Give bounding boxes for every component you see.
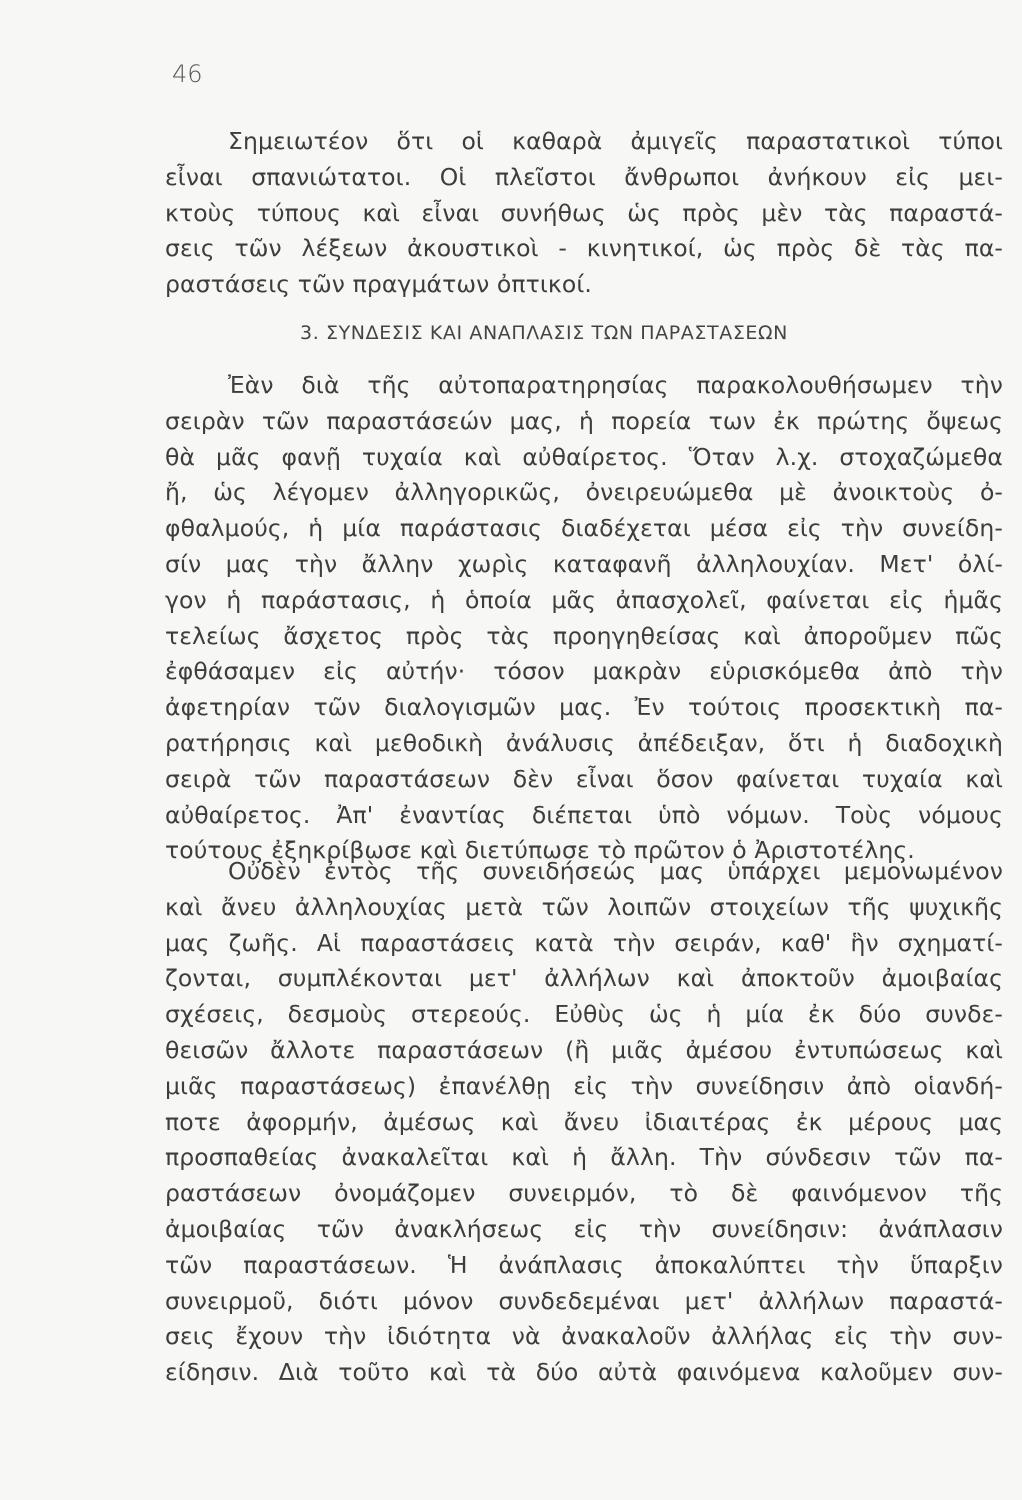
text-line: ἀφετηρίαν τῶν διαλογισμῶν μας. Ἐν τούτοις προσεκτικὴ πα- — [165, 693, 1003, 722]
text-line: θεισῶν ἄλλοτε παραστάσεων (ἢ μιᾶς ἀμέσου ἐντυπώσεως καὶ — [165, 1035, 1003, 1064]
text-line: σεις τῶν λέξεων ἀκουστικοὶ - κινητικοί, ὡς πρὸς δὲ τὰς πα- — [165, 234, 1003, 263]
text-line: ἐφθάσαμεν εἰς αὐτήν· τόσον μακρὰν εὑρισκόμεθα ἀπὸ τὴν — [165, 657, 1003, 686]
text-line: αὐθαίρετος. Ἀπ' ἐναντίας διέπεται ὑπὸ νόμων. Τοὺς νόμους — [165, 800, 1003, 829]
text-line: ἀμοιβαίας τῶν ἀνακλήσεως εἰς τὴν συνείδησιν: ἀνάπλασιν — [165, 1214, 1003, 1243]
text-line: σχέσεις, δεσμοὺς στερεούς. Εὐθὺς ὡς ἡ μία ἐκ δύο συνδε- — [165, 1000, 1003, 1029]
text-line: ρατήρησις καὶ μεθοδικὴ ἀνάλυσις ἀπέδειξαν, ὅτι ἡ διαδοχικὴ — [165, 728, 1003, 757]
text-line: μιᾶς παραστάσεως) ἐπανέλθῃ εἰς τὴν συνείδησιν ἀπὸ οἱανδή- — [165, 1071, 1003, 1100]
text-line: κτοὺς τύπους καὶ εἶναι συνήθως ὡς πρὸς μὲν τὰς παραστά- — [165, 198, 1003, 227]
text-line: γον ἡ παράστασις, ἡ ὁποία μᾶς ἀπασχολεῖ, φαίνεται εἰς ἡμᾶς — [165, 585, 1003, 614]
text-line: τούτους ἐξηκρίβωσε καὶ διετύπωσε τὸ πρῶτον ὁ Ἀριστοτέλης. — [165, 836, 915, 865]
text-line: ραστάσεις τῶν πραγμάτων ὀπτικοί. — [165, 270, 592, 299]
paragraph-2 — [165, 368, 1003, 869]
text-line: μας ζωῆς. Αἱ παραστάσεις κατὰ τὴν σειράν, καθ' ἣν σχηματί- — [165, 928, 1003, 957]
page-number: 46 — [172, 60, 203, 88]
text-line: ποτε ἀφορμήν, ἀμέσως καὶ ἄνευ ἰδιαιτέρας ἐκ μέρους μας — [165, 1107, 1003, 1136]
text-line: συνειρμοῦ, διότι μόνον συνδεδεμέναι μετ' ἀλλήλων παραστά- — [165, 1286, 1003, 1315]
text-line: Σημειωτέον ὅτι οἱ καθαρὰ ἀμιγεῖς παραστατικοὶ τύποι — [228, 127, 1003, 155]
text-line: Οὐδὲν ἐντὸς τῆς συνειδήσεώς μας ὑπάρχει μεμονωμένον — [228, 857, 1003, 885]
text-line: σειρὰν τῶν παραστάσεών μας, ἡ πορεία των ἐκ πρώτης ὄψεως — [165, 406, 1003, 435]
text-line: σειρὰ τῶν παραστάσεων δὲν εἶναι ὅσον φαίνεται τυχαία καὶ — [165, 764, 1003, 793]
text-line: προσπαθείας ἀνακαλεῖται καὶ ἡ ἄλλη. Τὴν σύνδεσιν τῶν πα- — [165, 1143, 1003, 1172]
text-line: είδησιν. Διὰ τοῦτο καὶ τὰ δύο αὐτὰ φαινόμενα καλοῦμεν συν- — [165, 1358, 1003, 1387]
paragraph-3 — [165, 854, 1003, 1391]
text-line: εἶναι σπανιώτατοι. Οἱ πλεῖστοι ἄνθρωποι ἀνήκουν εἰς μει- — [165, 162, 1003, 191]
paragraph-1 — [165, 124, 1003, 303]
text-line: καὶ ἄνευ ἀλληλουχίας μετὰ τῶν λοιπῶν στοιχείων τῆς ψυχικῆς — [165, 892, 1003, 921]
text-line: σίν μας τὴν ἄλλην χωρὶς καταφανῆ ἀλληλουχίαν. Μετ' ὀλί- — [165, 549, 1003, 578]
text-line: ζονται, συμπλέκονται μετ' ἀλλήλων καὶ ἀποκτοῦν ἀμοιβαίας — [165, 964, 1003, 993]
text-line: φθαλμούς, ἡ μία παράστασις διαδέχεται μέσα εἰς τὴν συνείδη- — [165, 514, 1003, 543]
section-heading: 3. ΣΥΝΔΕΣΙΣ ΚΑΙ ΑΝΑΠΛΑΣΙΣ ΤΩΝ ΠΑΡΑΣΤΑΣΕΩΝ — [300, 322, 788, 344]
text-line: τελείως ἄσχετος πρὸς τὰς προηγηθείσας καὶ ἀποροῦμεν πῶς — [165, 621, 1003, 650]
text-line: Ἐὰν διὰ τῆς αὐτοπαρατηρησίας παρακολουθήσωμεν τὴν — [228, 371, 1003, 399]
text-line: τῶν παραστάσεων. Ἡ ἀνάπλασις ἀποκαλύπτει τὴν ὕπαρξιν — [165, 1250, 1003, 1279]
text-line: θὰ μᾶς φανῇ τυχαία καὶ αὐθαίρετος. Ὅταν λ.χ. στοχαζώμεθα — [165, 442, 1003, 471]
text-line: ραστάσεων ὀνομάζομεν συνειρμόν, τὸ δὲ φαινόμενον τῆς — [165, 1179, 1003, 1208]
text-line: σεις ἔχουν τὴν ἰδιότητα νὰ ἀνακαλοῦν ἀλλήλας εἰς τὴν συν- — [165, 1322, 1003, 1351]
text-line: ἤ, ὡς λέγομεν ἀλληγορικῶς, ὀνειρευώμεθα μὲ ἀνοικτοὺς ὀ- — [165, 478, 1003, 507]
